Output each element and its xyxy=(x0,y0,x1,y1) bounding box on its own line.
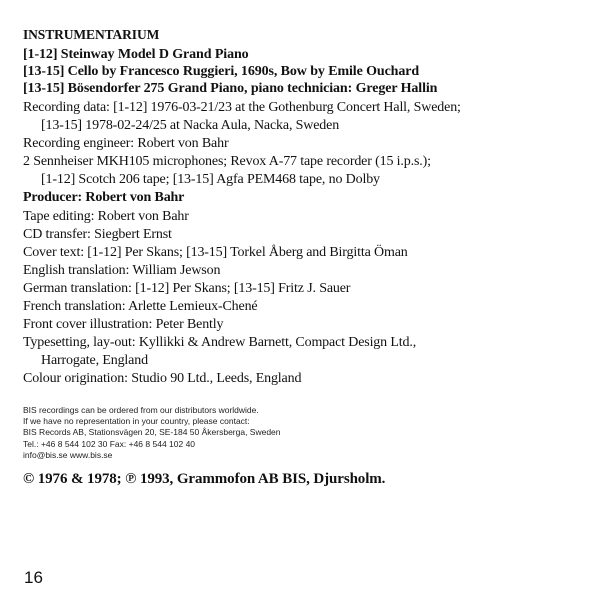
front-cover-illustration: Front cover illustration: Peter Bently xyxy=(23,317,224,333)
ordering-email-web: info@bis.se www.bis.se xyxy=(23,449,113,460)
equipment: 2 Sennheiser MKH105 microphones; Revox A-77 tape recorder (15 i.p.s.); xyxy=(23,154,431,170)
french-translation: French translation: Arlette Lemieux-Chené xyxy=(23,299,258,315)
german-translation: German translation: [1-12] Per Skans; [13-15] Fritz J. Sauer xyxy=(23,280,351,296)
producer: Producer: Robert von Bahr xyxy=(23,190,185,206)
colour-origination: Colour origination: Studio 90 Ltd., Leeds, England xyxy=(23,371,302,387)
english-translation: English translation: William Jewson xyxy=(23,262,221,278)
page-number: 16 xyxy=(24,568,43,587)
instrument-line-cello: [13-15] Cello by Francesco Ruggieri, 1690s, Bow by Emile Ouchard xyxy=(23,64,420,79)
recording-data-continued: [13-15] 1978-02-24/25 at Nacka Aula, Nacka, Sweden xyxy=(41,118,340,134)
instrumentarium-heading: INSTRUMENTARIUM xyxy=(23,27,160,42)
cd-transfer: CD transfer: Siegbert Ernst xyxy=(23,226,172,242)
instrument-line-piano-steinway: [1-12] Steinway Model D Grand Piano xyxy=(23,47,249,62)
cover-text: Cover text: [1-12] Per Skans; [13-15] Torkel Åberg and Birgitta Öman xyxy=(23,244,408,260)
ordering-address: BIS Records AB, Stationsvägen 20, SE-184 50 Åkersberga, Sweden xyxy=(23,427,281,438)
tape-editing: Tape editing: Robert von Bahr xyxy=(23,208,189,224)
recording-data: Recording data: [1-12] 1976-03-21/23 at the Gothenburg Concert Hall, Sweden; xyxy=(23,100,461,115)
ordering-line: BIS recordings can be ordered from our distributors worldwide. xyxy=(23,405,259,415)
ordering-info xyxy=(23,405,281,461)
typesetting: Typesetting, lay-out: Kyllikki & Andrew Barnett, Compact Design Ltd., xyxy=(23,335,417,351)
instrument-line-piano-bosendorfer: [13-15] Bösendorfer 275 Grand Piano, piano technician: Greger Hallin xyxy=(23,81,438,96)
typesetting-continued: Harrogate, England xyxy=(41,353,148,369)
ordering-phone-fax: Tel.: +46 8 544 102 30 Fax: +46 8 544 102 40 xyxy=(23,438,196,449)
equipment-continued: [1-12] Scotch 206 tape; [13-15] Agfa PEM468 tape, no Dolby xyxy=(41,172,380,188)
copyright-notice: © 1976 & 1978; ℗ 1993, Grammofon AB BIS, Djursholm. xyxy=(23,471,386,487)
credits-block xyxy=(23,99,583,389)
ordering-line: If we have no representation in your country, please contact: xyxy=(23,416,250,427)
recording-engineer: Recording engineer: Robert von Bahr xyxy=(23,136,229,152)
